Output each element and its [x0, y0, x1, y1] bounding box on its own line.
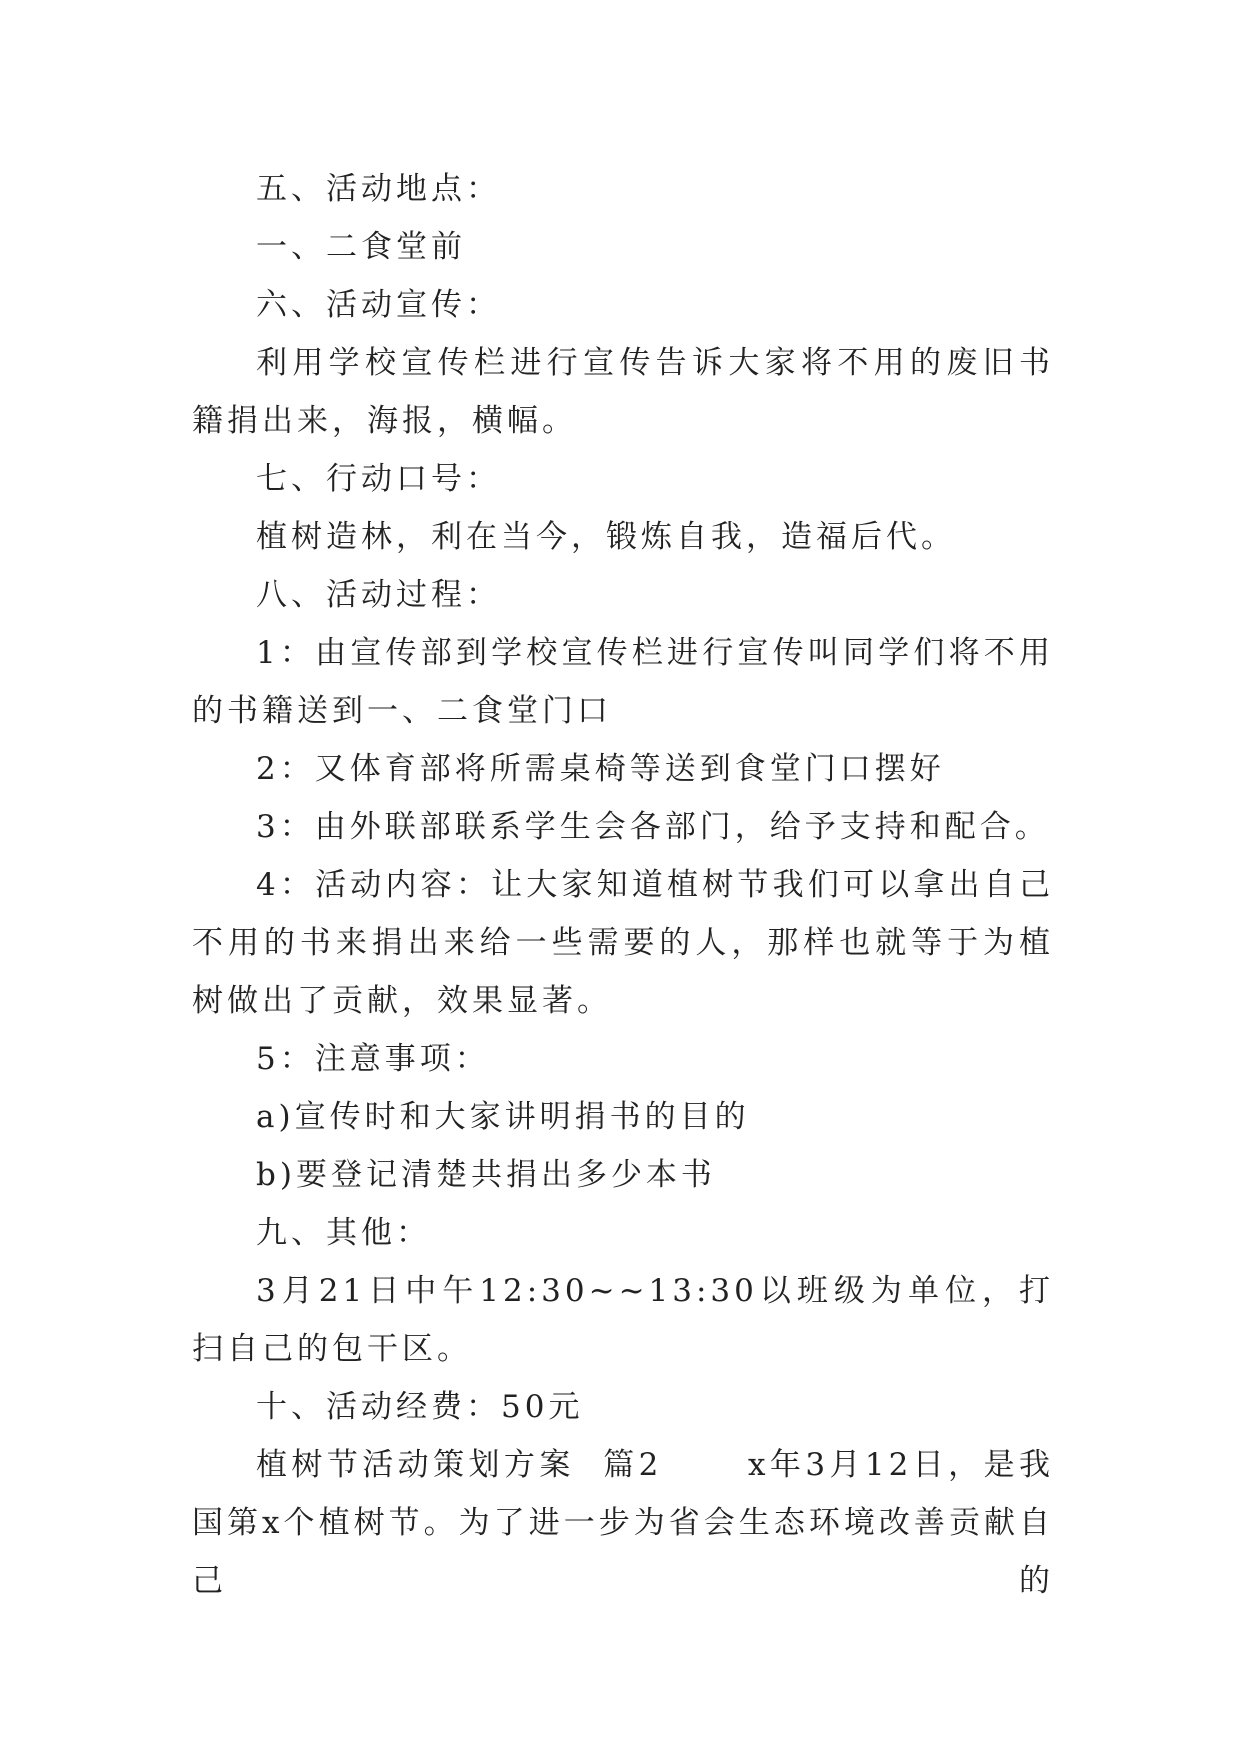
document-body — [192, 160, 1054, 1610]
paragraph-section-5-heading: 五、活动地点： — [256, 171, 501, 207]
paragraph-step-4: 4：活动内容：让大家知道植树节我们可以拿出自己不用的书来捐出来给一些需要的人，那样也就等于为植树做出了贡献，效果显著。 — [192, 867, 1054, 1019]
paragraph-note-a: a)宣传时和大家讲明捐书的目的 — [256, 1099, 750, 1135]
paragraph-section-8-heading: 八、活动过程： — [256, 577, 501, 613]
paragraph-publicity: 利用学校宣传栏进行宣传告诉大家将不用的废旧书籍捐出来，海报，横幅。 — [192, 345, 1054, 439]
paragraph-slogan: 植树造林，利在当今，锻炼自我，造福后代。 — [256, 519, 956, 555]
paragraph-section-7-heading: 七、行动口号： — [256, 461, 501, 497]
paragraph-note-b: b)要登记清楚共捐出多少本书 — [256, 1157, 716, 1193]
paragraph-step-1: 1：由宣传部到学校宣传栏进行宣传叫同学们将不用的书籍送到一、二食堂门口 — [192, 635, 1054, 729]
paragraph-section-6-heading: 六、活动宣传： — [256, 287, 501, 323]
paragraph-step-5: 5：注意事项： — [256, 1041, 490, 1077]
paragraph-section-9-heading: 九、其他： — [256, 1215, 431, 1251]
paragraph-budget: 十、活动经费：50元 — [256, 1389, 584, 1425]
paragraph-plan-2-intro: 植树节活动策划方案 篇2 x年3月12日，是我国第x个植树节。为了进一步为省会生态环境改善贡献自己的 — [192, 1447, 1054, 1599]
paragraph-other-details: 3月21日中午12:30~~13:30以班级为单位，打扫自己的包干区。 — [192, 1273, 1054, 1367]
paragraph-location: 一、二食堂前 — [256, 229, 466, 265]
paragraph-step-3: 3：由外联部联系学生会各部门，给予支持和配合。 — [256, 809, 1050, 845]
paragraph-step-2: 2：又体育部将所需桌椅等送到食堂门口摆好 — [256, 751, 945, 787]
